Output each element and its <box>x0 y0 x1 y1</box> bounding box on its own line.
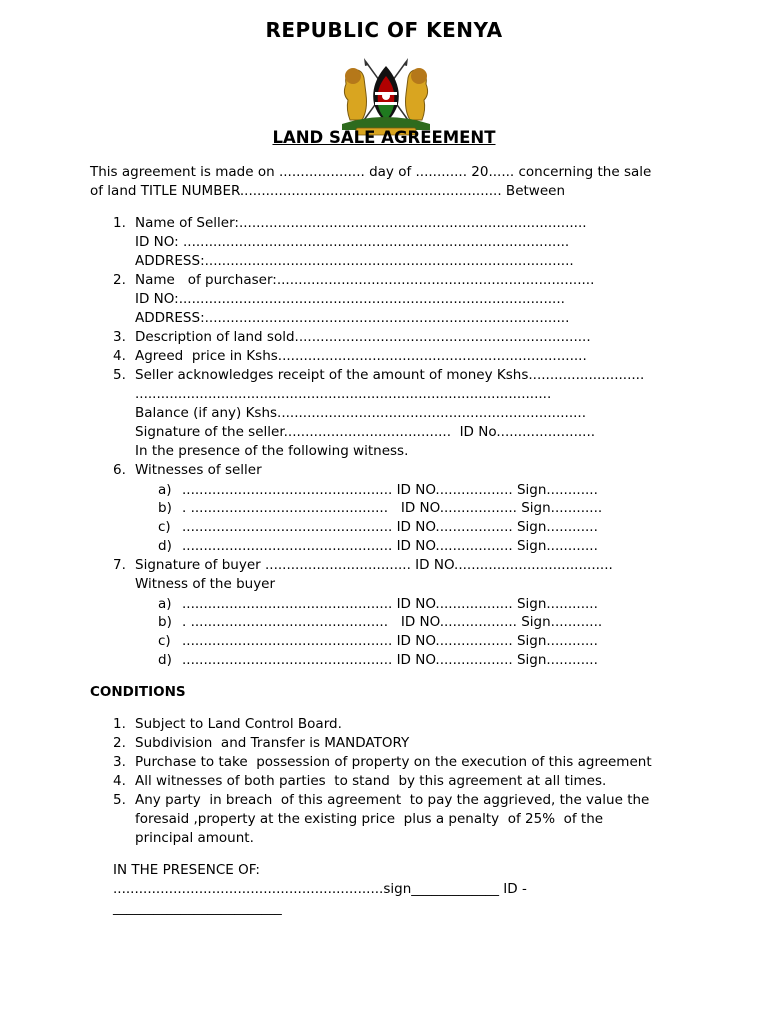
seller-witness-row: ................................................. ID NO.................. Sign............ <box>182 482 598 498</box>
presence-heading: IN THE PRESENCE OF: <box>113 862 260 878</box>
item-number: 1. <box>113 215 126 231</box>
condition-number: 3. <box>113 754 126 770</box>
condition-item: All witnesses of both parties to stand by this agreement at all times. <box>135 773 607 789</box>
receipt-amount-field: Seller acknowledges receipt of the amount of money Kshs........................... <box>135 367 645 383</box>
seller-id-field: ID NO: .......................................................................................... <box>135 234 570 250</box>
presence-of-witness-text: In the presence of the following witness. <box>135 443 409 459</box>
condition-number: 5. <box>113 792 126 808</box>
seller-witness-row: . .............................................. ID NO.................. Sign............ <box>182 500 603 516</box>
buyer-witness-heading: Witness of the buyer <box>135 576 276 592</box>
item-number: 4. <box>113 348 126 364</box>
balance-field: Balance (if any) Kshs........................................................................ <box>135 405 587 421</box>
buyer-witness-row: ................................................. ID NO.................. Sign............ <box>182 652 598 668</box>
intro-line-2: of land TITLE NUMBER............................................................. Between <box>90 183 566 199</box>
condition-number: 2. <box>113 735 126 751</box>
witness-letter: d) <box>158 538 172 554</box>
conditions-heading: CONDITIONS <box>90 684 186 700</box>
condition-item-continuation: principal amount. <box>135 830 254 846</box>
buyer-witness-row: . .............................................. ID NO.................. Sign............ <box>182 614 603 630</box>
receipt-amount-continuation: ................................................................................................. <box>135 386 552 402</box>
item-number: 5. <box>113 367 126 383</box>
condition-number: 4. <box>113 773 126 789</box>
witness-letter: c) <box>158 633 171 649</box>
document-title: LAND SALE AGREEMENT <box>272 128 496 147</box>
witness-letter: b) <box>158 500 172 516</box>
item-number: 2. <box>113 272 126 288</box>
condition-item: Subdivision and Transfer is MANDATORY <box>135 735 410 751</box>
buyer-signature-field: Signature of buyer .................................. ID NO..................................... <box>135 557 613 573</box>
witness-letter: a) <box>158 596 172 612</box>
presence-id-line: _________________________ <box>113 900 282 916</box>
seller-witness-row: ................................................. ID NO.................. Sign............ <box>182 519 598 535</box>
buyer-witness-row: ................................................. ID NO.................. Sign............ <box>182 633 598 649</box>
land-description-field: Description of land sold..................................................................... <box>135 329 591 345</box>
condition-number: 1. <box>113 716 126 732</box>
condition-item: Purchase to take possession of property on the execution of this agreement <box>135 754 652 770</box>
condition-item-continuation: foresaid ,property at the existing price plus a penalty of 25% of the <box>135 811 604 827</box>
witness-letter: d) <box>158 652 172 668</box>
purchaser-id-field: ID NO:.......................................................................................... <box>135 291 565 307</box>
item-number: 6. <box>113 462 126 478</box>
purchaser-address-field: ADDRESS:..................................................................................... <box>135 310 570 326</box>
witness-letter: b) <box>158 614 172 630</box>
witness-letter: c) <box>158 519 171 535</box>
condition-item: Any party in breach of this agreement to pay the aggrieved, the value the <box>135 792 650 808</box>
agreed-price-field: Agreed price in Kshs........................................................................ <box>135 348 587 364</box>
seller-name-field: Name of Seller:................................................................................. <box>135 215 587 231</box>
item-number: 3. <box>113 329 126 345</box>
condition-item: Subject to Land Control Board. <box>135 716 342 732</box>
kenya-coat-of-arms-icon <box>336 54 436 138</box>
seller-witnesses-heading: Witnesses of seller <box>135 462 262 478</box>
purchaser-name-field: Name of purchaser:.......................................................................... <box>135 272 595 288</box>
buyer-witness-row: ................................................. ID NO.................. Sign............ <box>182 596 598 612</box>
seller-address-field: ADDRESS:...................................................................................... <box>135 253 574 269</box>
witness-letter: a) <box>158 482 172 498</box>
intro-line-1: This agreement is made on .................... day of ............ 20...... concerning the sale <box>90 164 652 180</box>
presence-signature-line: ...............................................................sign_____________ ID - <box>113 881 527 897</box>
seller-signature-field: Signature of the seller....................................... ID No....................... <box>135 424 596 440</box>
country-heading: REPUBLIC OF KENYA <box>265 18 503 42</box>
seller-witness-row: ................................................. ID NO.................. Sign............ <box>182 538 598 554</box>
item-number: 7. <box>113 557 126 573</box>
